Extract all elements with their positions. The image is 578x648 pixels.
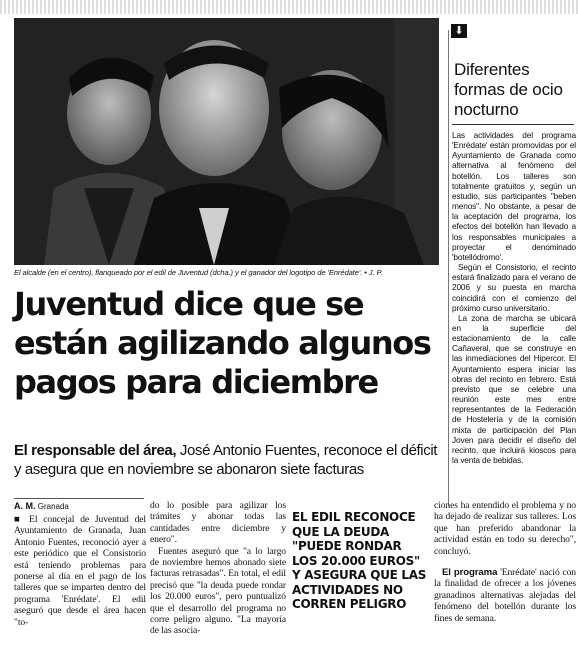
sidebar-paragraph: Según el Consistorio, el recinto estará finalizado para el verano de 2006 y su puesta en marcha coincidirá con el comienzo del próximo curso universitario.	[452, 262, 576, 313]
article-paragraph: Fuentes aseguró que "a lo largo de noviembre hemos abonado siete facturas retrasadas". En total, el edil precisó que "la deuda puede rondar los 20.000 euros", pero puntualizó que el desarrollo del programa no corre peligro alguno. "La mayoría de las asocia-	[150, 545, 286, 637]
byline-divider	[14, 498, 144, 499]
sidebar-paragraph: Las actividades del programa 'Enrédate' están promovidas por el Ayuntamiento de Granada como alternativa al fenómeno del botellón. Los talleres son totalmente gratuitos y, según un estudio, sus participantes "beben menos". No obstante, a pesar de la aceptación del programa, los efectos del botellón han llevado a los responsables municipales a proyectar el denominado 'botellódromo'.	[452, 130, 576, 262]
headline: Juventud dice que se están agilizando algunos pagos para diciembre	[14, 285, 431, 401]
paragraph-lead: El programa	[442, 567, 498, 579]
arrow-down-icon: ⬇	[451, 24, 467, 38]
sidebar-divider	[452, 124, 574, 125]
sidebar-body	[452, 130, 576, 465]
top-border-texture	[0, 0, 578, 14]
pull-quote: EL EDIL RECONOCE QUE LA DEUDA "PUEDE RONDAR LOS 20.000 EUROS" Y ASEGURA QUE LAS ACTIVIDADES NO CORREN PELIGRO	[292, 510, 427, 611]
article-column-1	[14, 514, 146, 628]
paragraph-text: 'Enrédate' nació con la finalidad de ofrecer a los jóvenes granadinos alternativas alejadas del fenómeno del botellón durante los fines de semana.	[434, 567, 576, 624]
byline-place: Granada	[37, 502, 69, 511]
photo-caption: El alcalde (en el centro), flanqueado por el edil de Juventud (dcha.) y el ganador del logotipo de 'Enrédate'. • J. P.	[14, 268, 383, 277]
byline	[14, 500, 144, 513]
news-photo	[14, 18, 439, 265]
subheadline-text: José Antonio Fuentes, reconoce el déficit y asegura que en noviembre se abonaron siete facturas	[14, 442, 438, 478]
article-column-2	[150, 500, 286, 637]
article-paragraph: ciones ha entendido el problema y no ha dejado de realizar sus talleres. Los que han preferido abandonar la actividad están en todo su derecho", concluyó.	[434, 500, 576, 557]
sidebar-title: Diferentes formas de ocio nocturno	[454, 60, 563, 119]
article-column-4	[434, 500, 576, 624]
subheadline	[14, 441, 446, 479]
byline-author: A. M.	[14, 501, 36, 511]
subheadline-lead: El responsable del área,	[14, 442, 177, 459]
article-paragraph	[434, 567, 576, 624]
article-paragraph: ■ El concejal de Juventud del Ayuntamiento de Granada, Juan Antonio Fuentes, reconoció ayer a este periódico que el Consistorio está teniendo problemas para ponerse al día en el pago de los talleres que se imparten dentro del programa 'Enrédate'. El edil aseguró que desde el área hacen "to-	[14, 514, 146, 628]
sidebar-paragraph: La zona de marcha se ubicará en la superficie del estacionamiento de la calle Cañaveral, que se construye en las inmediaciones del Hipercor. El Ayuntamiento espera iniciar las obras del recinto en febrero. Está previsto que se celebre una reunión este mes entre representantes de la Federación de Hostelería y de la comisión mixta de participación del Plan Joven para decidir el diseño del recinto, que incluirá kioscos para la venta de bebidas.	[452, 312, 576, 465]
article-paragraph: do lo posible para agilizar los trámites y abonar todas las cantidades entre diciembre y enero".	[150, 500, 286, 546]
